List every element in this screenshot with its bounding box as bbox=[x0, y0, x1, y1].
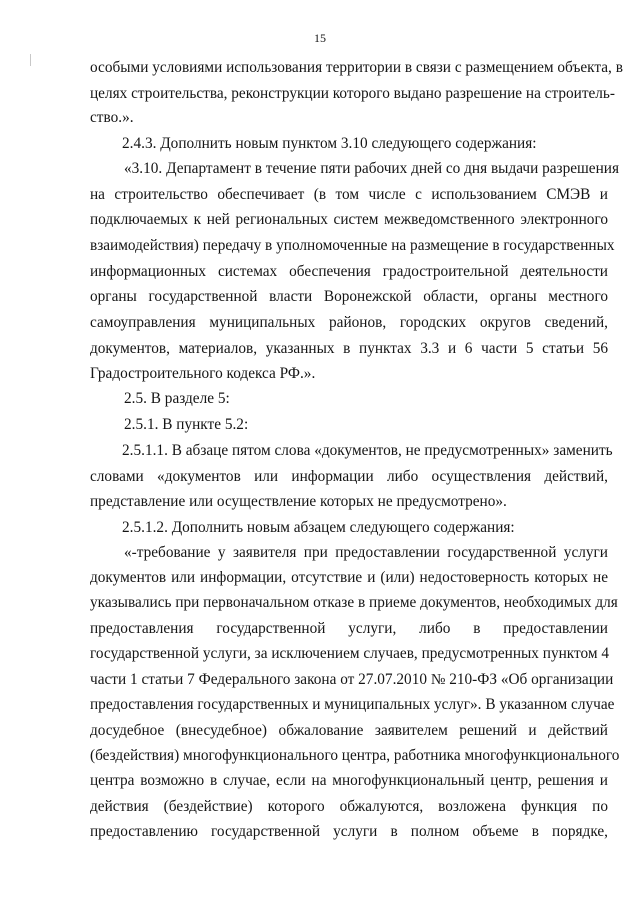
body-line: 2.5.1.1. В абзаце пятом слова «документов, не предусмотренных» заменить bbox=[122, 442, 613, 459]
body-line: предоставлению государственной услуги в полном объеме в порядке, bbox=[90, 823, 608, 840]
section-heading-line: 2.5.1. В пункте 5.2: bbox=[124, 416, 249, 433]
body-line: указывались при первоначальном отказе в приеме документов, необходимых для bbox=[90, 594, 618, 611]
body-line: подключаемых к ней региональных систем межведомственного электронного bbox=[90, 211, 608, 228]
body-line: «-требование у заявителя при предоставлении государственной услуги bbox=[124, 544, 608, 561]
section-heading-line: 2.5.1.2. Дополнить новым абзацем следующего содержания: bbox=[122, 519, 515, 536]
body-line: досудебное (внесудебное) обжалование заявителем решений и действий bbox=[90, 722, 608, 739]
body-line: особыми условиями использования территории в связи с размещением объекта, в bbox=[90, 59, 623, 76]
scan-margin-mark bbox=[30, 54, 31, 66]
page-number: 15 bbox=[314, 31, 326, 45]
body-line: взаимодействия) передачу в уполномоченные на размещение в государственных bbox=[90, 237, 615, 254]
body-line: документов, материалов, указанных в пунктах 3.3 и 6 части 5 статьи 56 bbox=[90, 340, 608, 357]
section-heading-line: 2.5. В разделе 5: bbox=[124, 390, 230, 407]
body-line: органы государственной власти Воронежской области, органы местного bbox=[90, 288, 608, 305]
body-line: ство.». bbox=[90, 109, 134, 126]
body-line: (бездействия) многофункционального центра, работника многофункционального bbox=[90, 747, 620, 764]
body-line: представление или осуществление которых не предусмотрено». bbox=[90, 493, 507, 510]
body-line: государственной услуги, за исключением случаев, предусмотренных пунктом 4 bbox=[90, 645, 610, 662]
body-line: Градостроительного кодекса РФ.». bbox=[90, 365, 316, 382]
body-line: действия (бездействие) которого обжалуются, возложена функция по bbox=[90, 798, 608, 815]
body-line: самоуправления муниципальных районов, городских округов сведений, bbox=[90, 314, 608, 331]
body-line: «3.10. Департамент в течение пяти рабочих дней со дня выдачи разрешения bbox=[124, 160, 619, 177]
body-line: части 1 статьи 7 Федерального закона от 27.07.2010 № 210-ФЗ «Об организации bbox=[90, 671, 614, 688]
body-line: словами «документов или информации либо осуществления действий, bbox=[90, 468, 608, 485]
body-line: предоставления государственных и муниципальных услуг». В указанном случае bbox=[90, 696, 615, 713]
body-line: на строительство обеспечивает (в том числе с использованием СМЭВ и bbox=[90, 186, 608, 203]
body-line: целях строительства, реконструкции которого выдано разрешение на строитель- bbox=[90, 85, 616, 102]
body-line: центра возможно в случае, если на многофункциональный центр, решения и bbox=[90, 772, 608, 789]
body-line: информационных системах обеспечения градостроительной деятельности bbox=[90, 263, 608, 280]
body-line: документов или информации, отсутствие и (или) недостоверность которых не bbox=[90, 569, 608, 586]
section-heading-line: 2.4.3. Дополнить новым пунктом 3.10 следующего содержания: bbox=[122, 135, 537, 152]
body-line: предоставления государственной услуги, либо в предоставлении bbox=[90, 620, 608, 637]
